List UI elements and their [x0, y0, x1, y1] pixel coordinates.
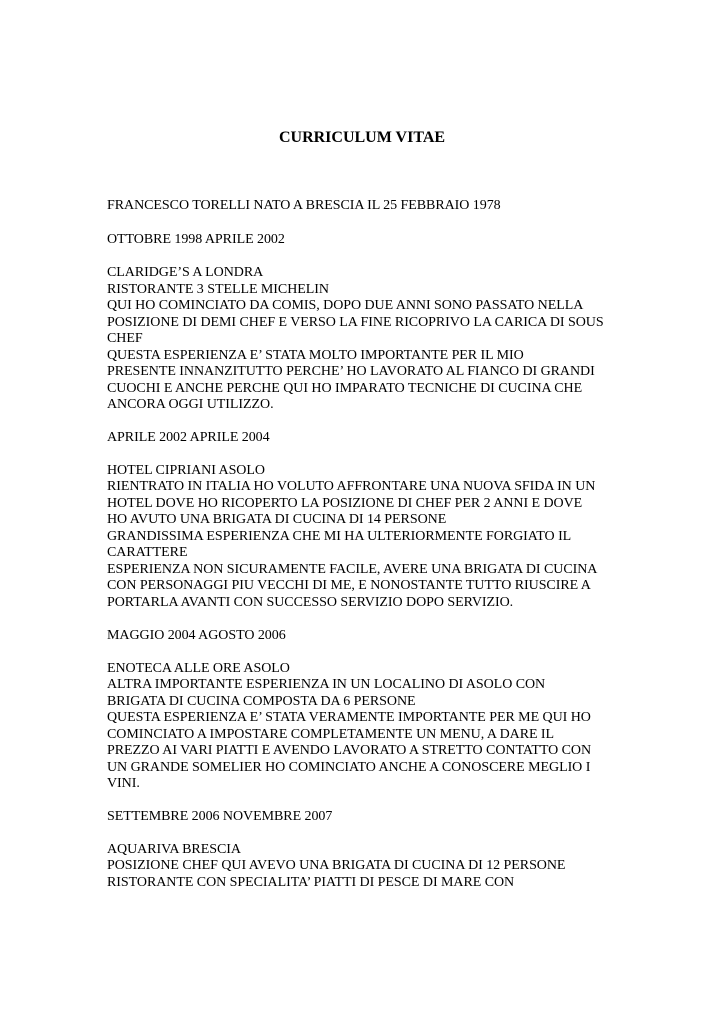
page-title: CURRICULUM VITAE	[278, 129, 446, 146]
text-line: POSIZIONE DI DEMI CHEF E VERSO LA FINE RICOPRIVO LA CARICA DI SOUS	[107, 315, 604, 330]
text-line: POSIZIONE CHEF QUI AVEVO UNA BRIGATA DI CUCINA DI 12 PERSONE	[107, 858, 566, 873]
employer-name: AQUARIVA BRESCIA	[107, 842, 241, 857]
text-line: HO AVUTO UNA BRIGATA DI CUCINA DI 14 PERSONE	[107, 512, 447, 527]
text-line: ESPERIENZA NON SICURAMENTE FACILE, AVERE UNA BRIGATA DI CUCINA	[107, 562, 598, 577]
text-line: PORTARLA AVANTI CON SUCCESSO SERVIZIO DOPO SERVIZIO.	[107, 595, 514, 610]
text-line: UN GRANDE SOMELIER HO COMINCIATO ANCHE A CONOSCERE MEGLIO I	[107, 760, 591, 775]
birth-info: FRANCESCO TORELLI NATO A BRESCIA IL 25 FEBBRAIO 1978	[107, 198, 501, 213]
text-line: CHEF	[107, 331, 143, 346]
text-line: ALTRA IMPORTANTE ESPERIENZA IN UN LOCALINO DI ASOLO CON	[107, 677, 546, 692]
text-line: PRESENTE INNANZITUTTO PERCHE’ HO LAVORATO AL FIANCO DI GRANDI	[107, 364, 595, 379]
text-line: QUI HO COMINCIATO DA COMIS, DOPO DUE ANNI SONO PASSATO NELLA	[107, 298, 584, 313]
text-line: PREZZO AI VARI PIATTI E AVENDO LAVORATO A STRETTO CONTATTO CON	[107, 743, 592, 758]
text-line: CARATTERE	[107, 545, 188, 560]
text-line: QUESTA ESPERIENZA E’ STATA VERAMENTE IMPORTANTE PER ME QUI HO	[107, 710, 591, 725]
text-line: ANCORA OGGI UTILIZZO.	[107, 397, 274, 412]
period-heading: MAGGIO 2004 AGOSTO 2006	[107, 628, 286, 643]
text-line: BRIGATA DI CUCINA COMPOSTA DA 6 PERSONE	[107, 694, 416, 709]
employer-name: HOTEL CIPRIANI ASOLO	[107, 463, 265, 478]
period-heading: APRILE 2002 APRILE 2004	[107, 430, 270, 445]
text-line: GRANDISSIMA ESPERIENZA CHE MI HA ULTERIORMENTE FORGIATO IL	[107, 529, 572, 544]
period-heading: OTTOBRE 1998 APRILE 2002	[107, 232, 285, 247]
text-line: RIENTRATO IN ITALIA HO VOLUTO AFFRONTARE UNA NUOVA SFIDA IN UN	[107, 479, 596, 494]
employer-name: CLARIDGE’S A LONDRA	[107, 265, 264, 280]
text-line: CUOCHI E ANCHE PERCHE QUI HO IMPARATO TECNICHE DI CUCINA CHE	[107, 381, 583, 396]
employer-name: ENOTECA ALLE ORE ASOLO	[107, 661, 290, 676]
text-line: RISTORANTE 3 STELLE MICHELIN	[107, 282, 329, 297]
text-line: CON PERSONAGGI PIU VECCHI DI ME, E NONOSTANTE TUTTO RIUSCIRE A	[107, 578, 591, 593]
period-heading: SETTEMBRE 2006 NOVEMBRE 2007	[107, 809, 333, 824]
text-line: VINI.	[107, 776, 140, 791]
text-line: COMINCIATO A IMPOSTARE COMPLETAMENTE UN MENU, A DARE IL	[107, 727, 555, 742]
text-line: HOTEL DOVE HO RICOPERTO LA POSIZIONE DI CHEF PER 2 ANNI E DOVE	[107, 496, 583, 511]
text-line: QUESTA ESPERIENZA E’ STATA MOLTO IMPORTANTE PER IL MIO	[107, 348, 524, 363]
text-line: RISTORANTE CON SPECIALITA’ PIATTI DI PESCE DI MARE CON	[107, 875, 515, 890]
